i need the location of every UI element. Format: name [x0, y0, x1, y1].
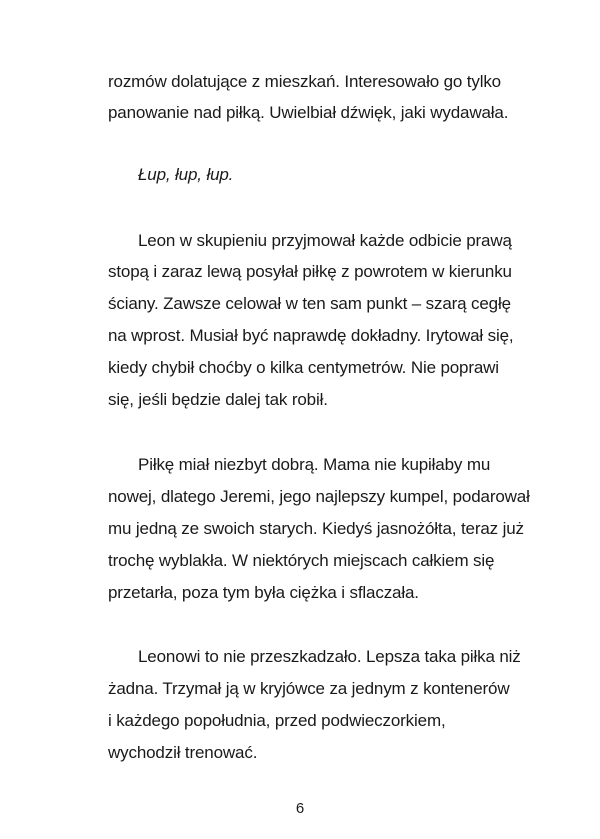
text-line: przetarła, poza tym była ciężka i sflaczała. [108, 583, 419, 602]
text-line: Piłkę miał niezbyt dobrą. Mama nie kupiłaby mu [138, 455, 491, 474]
sound-effect-line: Łup, łup, łup. [138, 165, 234, 184]
text-line: stopą i zaraz lewą posyłał piłkę z powrotem w kierunku [108, 262, 512, 281]
text-line: żadna. Trzymał ją w kryjówce za jednym z kontenerów [108, 679, 510, 698]
text-line: i każdego popołudnia, przed podwieczorkiem, [108, 711, 446, 730]
text-line: kiedy chybił choćby o kilka centymetrów. Nie poprawi [108, 358, 499, 377]
text-line: Leon w skupieniu przyjmował każde odbicie prawą [138, 231, 512, 250]
text-line: panowanie nad piłką. Uwielbiał dźwięk, jaki wydawała. [108, 103, 509, 122]
text-line: Leonowi to nie przeszkadzało. Lepsza taka piłka niż [138, 647, 521, 666]
page-number: 6 [295, 800, 305, 817]
text-line: ściany. Zawsze celował w ten sam punkt – szarą cegłę [108, 294, 511, 313]
text-line: nowej, dlatego Jeremi, jego najlepszy kumpel, podarował [108, 487, 530, 506]
text-line: się, jeśli będzie dalej tak robił. [108, 390, 328, 409]
text-line: rozmów dolatujące z mieszkań. Interesowało go tylko [108, 72, 501, 91]
text-line: trochę wyblakła. W niektórych miejscach całkiem się [108, 551, 495, 570]
text-line: wychodził trenować. [108, 743, 258, 762]
text-line: mu jedną ze swoich starych. Kiedyś jasnożółta, teraz już [108, 519, 524, 538]
text-line: na wprost. Musiał być naprawdę dokładny. Irytował się, [108, 326, 514, 345]
